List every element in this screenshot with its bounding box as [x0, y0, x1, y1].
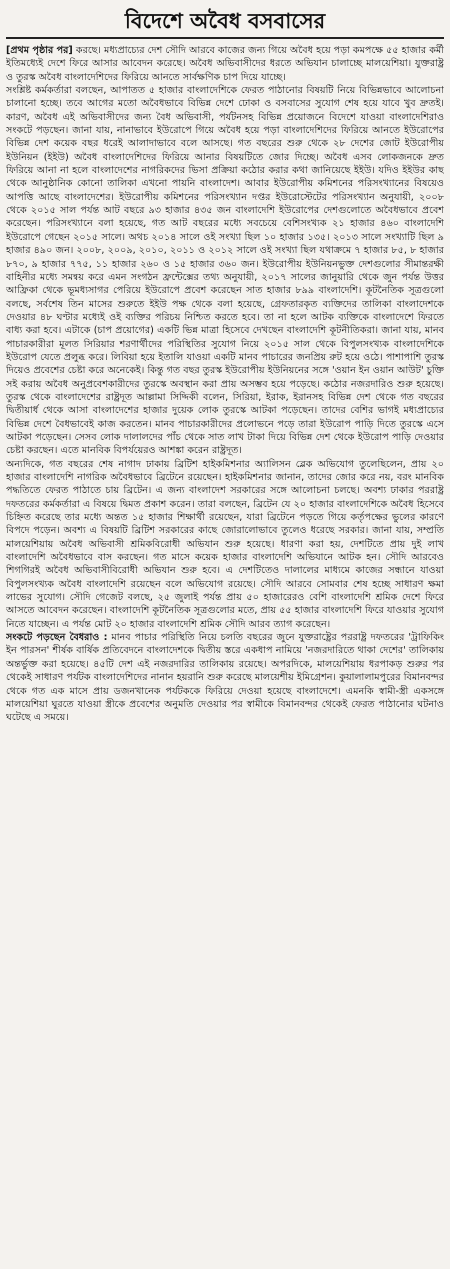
paragraph-text: সংশ্লিষ্ট কর্মকর্তারা বলছেন, আপাতত ৫ হাজার বাংলাদেশিকে ফেরত পাঠানোর বিষয়টি নিয়ে বিভিন্নভাবে আলোচনা চালানো হচ্ছে। তবে আগের মতো অবৈধভাবে বিভিন্ন দেশে ঢোকা ও বসবাসের সুযোগ শেষ হয়ে যাবে খুব দ্রুতই। কারণ, অবৈধ এই অভিবাসীদের জন্য বৈধ অভিবাসী, পর্যটনসহ বিভিন্ন প্রয়োজনে বিদেশে যাওয়া বাংলাদেশিরাও সংকটে পড়ছেন। জানা যায়, নানাভাবে ইউরোপে গিয়ে অবৈধ হয়ে পড়া বাংলাদেশিদের ফিরিয়ে আনতে ইউরোপের বিভিন্ন দেশ কয়েক বছর ধরেই আলাদাভাবে বলে আসছে। গত বছরের শুরু থেকে ২৮ দেশের জোট ইউরোপীয় ইউনিয়ন (ইইউ) অবৈধ বাংলাদেশিদের ফিরিয়ে আনার বিষয়টিতে জোর দিচ্ছে। অবৈধ এসব লোকজনকে দ্রুত ফিরিয়ে আনা না হলে বাংলাদেশের নাগরিকদের ভিসা প্রক্রিয়া কঠোর করার কথা জানিয়েছে ইইউ। যদিও ইইউর কাছ থেকে আনুষ্ঠানিক কোনো তালিকা এখনো পায়নি বাংলাদেশ। আবার ইউরোপীয় কমিশনের পরিসংখ্যানের বিষয়েও আপত্তি আছে বাংলাদেশের। ইউরোপীয় কমিশনের পরিসংখ্যান দপ্তর ইউরোস্টেটের পরিসংখ্যান অনুযায়ী, ২০০৮ থেকে ২০১৫ সাল পর্যন্ত আট বছরে ৯৩ হাজার ৪৩৫ জন বাংলাদেশি ইউরোপের দেশগুলোতে অবৈধভাবে প্রবেশ করেছেন। পরিসংখ্যানে বলা হয়েছে, গত আট বছরের মধ্যে সবচেয়ে বেশিসংখ্যক ২১ হাজার ৪৬০ বাংলাদেশি ইউরোপে গেছেন ২০১৫ সালে। অথচ ২০১৪ সালে ওই সংখ্যা ছিল ১০ হাজার ১৩৫। ২০১৩ সালে সংখ্যাটি ছিল ৯ হাজার ৪৯০ জন। ২০০৮, ২০০৯, ২০১০, ২০১১ ও ২০১২ সালে ওই সংখ্যা ছিল যথাক্রমে ৭ হাজার ৮৫, ৮ হাজার ৮৭০, ৯ হাজার ৭৭৫, ১১ হাজার ২৬০ ও ১৫ হাজার ৩৬০ জন। ইউরোপীয় ইউনিয়নভুক্ত দেশগুলোর সীমান্তরক্ষী বাহিনীর মধ্যে সমন্বয় করে এমন সংগঠন ফ্রন্টেক্সের তথ্য অনুযায়ী, ২০১৭ সালের জানুয়ারি থেকে জুন পর্যন্ত উত্তর আফ্রিকা থেকে ভূমধ্যসাগর পেরিয়ে ইউরোপে প্রবেশ করেছেন সাত হাজার ৮৯৯ বাংলাদেশি। কূটনৈতিক সূত্রগুলো বলছে, সর্বশেষ তিন মাসের শুরুতে ইইউ পক্ষ থেকে বলা হয়েছে, গ্রেফতারকৃত ব্যক্তিদের তালিকা বাংলাদেশকে দেওয়ার ৪৮ ঘণ্টার মধ্যেই ওই ব্যক্তির পরিচয় নিশ্চিত করতে হবে। তা না হলে আটক ব্যক্তিকে বাংলাদেশে ফিরতে বাধ্য করা হবে। এটাকে (চাপ প্রয়োগের) একটি ভিন্ন মাত্রা হিসেবে দেখছেন বাংলাদেশি কূটনীতিকরা। জানা যায়, মানব পাচারকারীরা মূলত সিরিয়ার শরণার্থীদের পরিস্থিতির সুযোগ নিয়ে ২০১৫ সাল থেকে বিপুলসংখ্যক বাংলাদেশিকে ইউরোপ যেতে প্রলুব্ধ করে। লিবিয়া হয়ে ইতালি যাওয়া একটি মানব পাচারের জনপ্রিয় রুট হয়ে ওঠে। পাশাপাশি তুরস্ক দিয়েও প্রবেশের চেষ্টা করে অনেকেই। কিন্তু গত বছর তুরস্ক ইউরোপীয় ইউনিয়নের সঙ্গে 'ওয়ান ইন ওয়ান আউট' চুক্তি সই করায় অবৈধ অনুপ্রবেশকারীদের তুরস্কে অবস্থান করা প্রায় অসম্ভব হয়ে পড়েছে। কঠোর নজরদারিও শুরু হয়েছে। তুরস্ক থেকে বাংলাদেশের রাষ্ট্রদূত আল্লামা সিদ্দিকী বলেন, সিরিয়া, ইরাক, ইরানসহ বিভিন্ন দেশ থেকে গত বছরের দ্বিতীয়ার্ধ থেকে আসা বাংলাদেশের হাজার দুয়েক লোক তুরস্কে আটকা পড়েছেন। তাদের বেশির ভাগই মধ্যপ্রাচ্যের বিভিন্ন দেশে বৈধভাবেই কাজ করতেন। মানব পাচারকারীদের প্রলোভনে পড়ে তারা ইউরোপ পাড়ি দিতে তুরস্কে এসে আটকা পড়েছেন। সেসব লোক দালালদের পাঁচ থেকে সাত লাখ টাকা দিয়ে বিভিন্ন দেশ থেকে ইউরোপ পাড়ি দেওয়ার চেষ্টা করছেন। এতে মানবিক বিপর্যয়েরও আশঙ্কা করেন রাষ্ট্রদূত। [6, 85, 444, 457]
continuation-marker: [প্রথম পৃষ্ঠার পর] [6, 45, 73, 56]
article-paragraph [6, 631, 444, 724]
subheading: সংকটে পড়ছেন বৈধরাও : [6, 632, 108, 644]
article-paragraph [6, 84, 444, 458]
article-paragraph [6, 44, 444, 84]
paragraph-text: করছে। মধ্যপ্রাচ্যের দেশ সৌদি আরবে কাজের জন্য গিয়ে অবৈধ হয়ে পড়া কমপক্ষে ৫৫ হাজার কর্মী ইতিমধ্যেই দেশে ফিরে আসার আবেদন করেছে। অবৈধ অভিবাসীদের ধরতে অভিযান চালাচ্ছে মালয়েশিয়া। যুক্তরাষ্ট্র ও তুরস্ক অবৈধ বাংলাদেশিদের ফিরিয়ে আনতে সার্বক্ষণিক চাপ দিয়ে যাচ্ছে। [6, 45, 444, 83]
article-paragraph [6, 458, 444, 631]
paragraph-text: মানব পাচার পরিস্থিতি নিয়ে চলতি বছরের জুনে যুক্তরাষ্ট্রের পররাষ্ট্র দফতরের 'ট্রাফিকিং ইন পারসন' শীর্ষক বার্ষিক প্রতিবেদনে বাংলাদেশকে দ্বিতীয় স্তরে একধাপ নামিয়ে 'নজরদারিতে থাকা দেশের' তালিকায় অন্তর্ভুক্ত করা হয়েছে। ৪৫টি দেশ এই নজরদারির তালিকায় রয়েছে। অপরদিকে, মালয়েশিয়ায় ধরপাকড় শুরুর পর থেকেই সাধারণ পর্যটক বাংলাদেশিদের নানান হয়রানি শুরু করেছে মালয়েশীয় ইমিগ্রেশন। কুয়ালালামপুরের বিমানবন্দর থেকে গত এক মাসে প্রায় ডজনখানেক পর্যটককে ফিরিয়ে দেওয়া হয়েছে বাংলাদেশে। এমনকি স্বামী-স্ত্রী একসঙ্গে মালয়েশিয়া ঘুরতে যাওয়া স্ত্রীকে প্রবেশের অনুমতি দেওয়ার পর স্বামীকে বিমানবন্দর থেকেই ফেরত পাঠানোর ঘটনাও ঘটেছে এ সময়ে। [6, 632, 444, 724]
article-headline: বিদেশে অবৈধ বসবাসের [6, 8, 444, 39]
paragraph-text: অন্যদিকে, গত বছরের শেষ নাগাদ ঢাকায় ব্রিটিশ হাইকমিশনার অ্যালিসন ব্লেক অভিযোগ তুলেছিলেন, প্রায় ২০ হাজার বাংলাদেশি নাগরিক অবৈধভাবে ব্রিটেনে রয়েছেন। হাইকমিশনার জানান, তাদের জোর করে নয়, বরং মানবিক পদ্ধতিতে ফেরত পাঠাতে চায় ব্রিটেন। এ জন্য বাংলাদেশ সরকারের সঙ্গে আলোচনা চলছে। অবশ্য ঢাকার পররাষ্ট্র দফতরের কর্মকর্তারা এ বিষয়ে দ্বিমত প্রকাশ করেন। তারা বলছেন, ব্রিটেন যে ২০ হাজার বাংলাদেশিকে অবৈধ হিসেবে চিহ্নিত করেছে তার মধ্যে অন্তত ১৫ হাজার শিক্ষার্থী রয়েছেন, যারা ব্রিটেনে পড়তে গিয়ে কর্তৃপক্ষের ভুলের কারণে বিপদে পড়েন। অবশ্য এ বিষয়টি ব্রিটিশ সরকারের কাছে জোরালোভাবে তুলেও ধরেছে সরকার। জানা যায়, সম্প্রতি মালয়েশিয়ায় অবৈধ অভিবাসী শ্রমিকবিরোধী অভিযান শুরু হয়েছে। ধারণা করা হয়, দেশটিতে প্রায় দুই লাখ বাংলাদেশি অবৈধভাবে বাস করছেন। গত মাসে কয়েক হাজার বাংলাদেশি অভিযানে আটক হন। সৌদি আরবেও শিগগিরই অবৈধ অভিবাসীবিরোধী অভিযান শুরু হবে। এ দেশটিতেও দালালের মাধ্যমে কাজের সন্ধানে যাওয়া বিপুলসংখ্যক অবৈধ বাংলাদেশি রয়েছেন বলে অভিযোগ রয়েছে। সৌদি আরবে সোমবার শেষ হচ্ছে সাধারণ ক্ষমা লাভের সুযোগ। সৌদি গেজেট বলছে, ২৫ জুলাই পর্যন্ত প্রায় ৫০ হাজারেরও বেশি বাংলাদেশি শ্রমিক দেশে ফিরে আসতে আবেদন করেছেন। বাংলাদেশি কূটনৈতিক সূত্রগুলোর মতে, প্রায় ৫৫ হাজার বাংলাদেশি ফিরে যাওয়ার সুযোগ নিতে যাচ্ছেন। এ পর্যন্ত মোট ২০ হাজার বাংলাদেশি শ্রমিক সৌদি আরব ত্যাগ করেছেন। [6, 458, 444, 630]
